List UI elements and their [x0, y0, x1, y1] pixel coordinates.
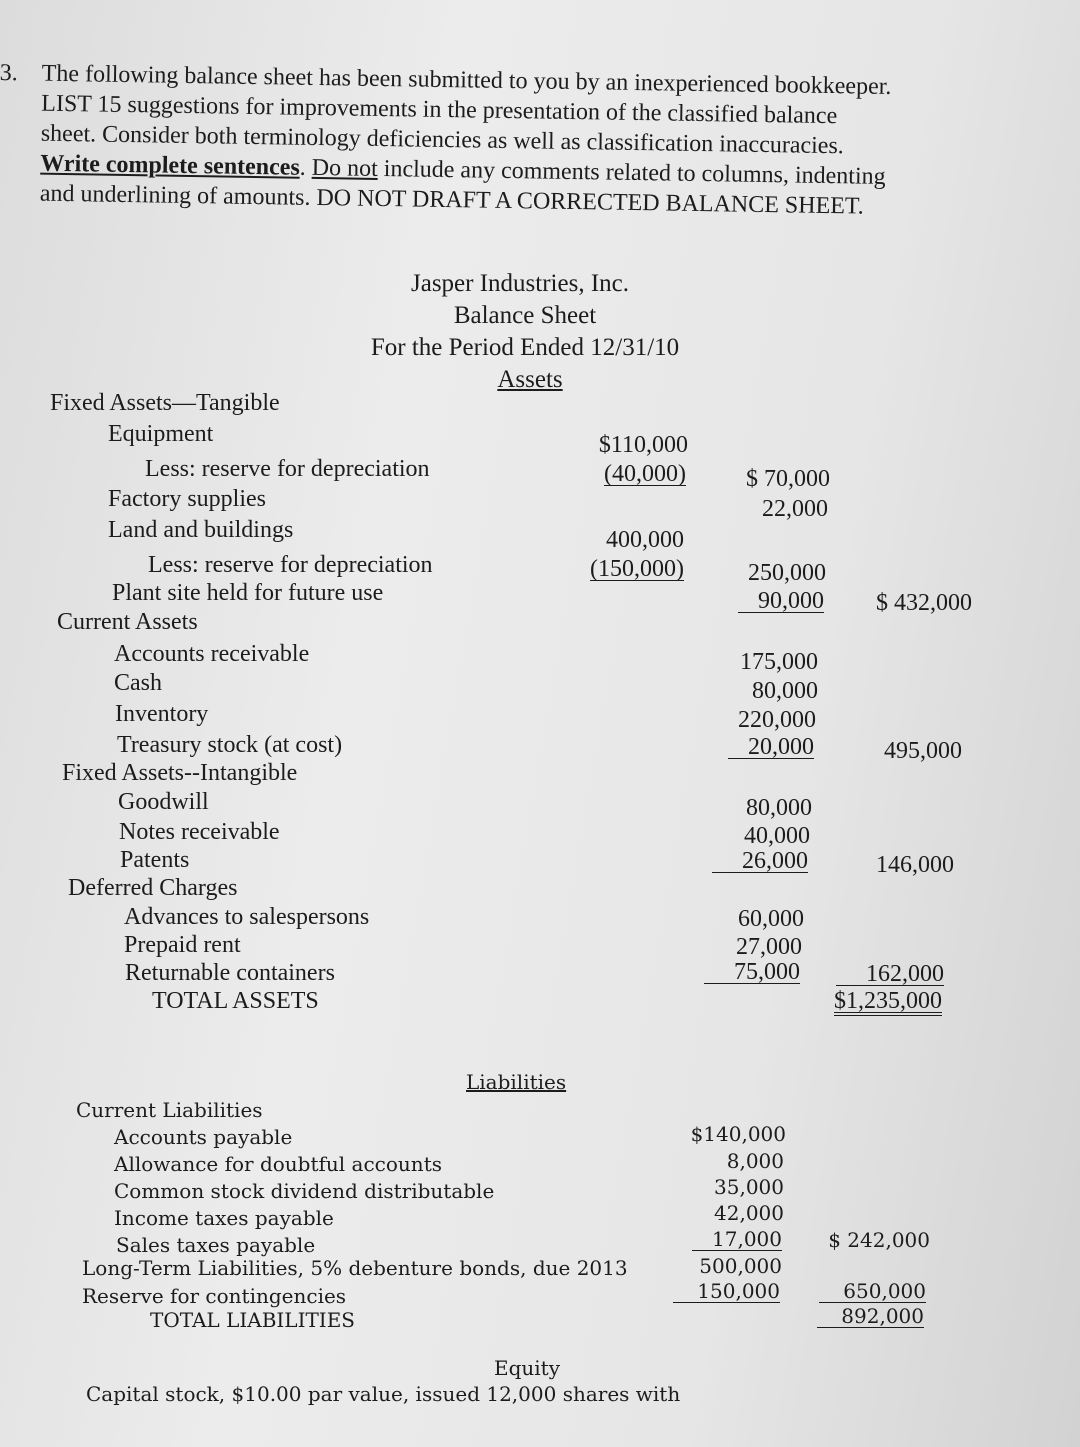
total-assets-label: TOTAL ASSETS	[152, 988, 319, 1014]
question-line-1: The following balance sheet has been submitted to you by an inexperienced bookkeeper.	[41, 60, 892, 101]
cash-label: Cash	[114, 670, 162, 696]
factory-supplies-amount: 22,000	[762, 496, 828, 522]
fixed-tangible-total: $ 432,000	[876, 590, 972, 616]
reserve-2-amount: (150,000)	[590, 556, 684, 582]
fixed-intangible-label: Fixed Assets--Intangible	[62, 760, 298, 786]
treasury-stock-amount: 20,000	[728, 736, 814, 759]
fixed-tangible-label: Fixed Assets—Tangible	[50, 390, 280, 416]
advances-label: Advances to salespersons	[124, 904, 370, 930]
reserve-contingencies-amount: 150,000	[673, 1280, 780, 1303]
liabilities-heading: Liabilities	[466, 1070, 567, 1094]
question-number: 3.	[0, 59, 18, 87]
question-line-4: Write complete sentences. Do not include any comments related to columns, indenting	[40, 150, 886, 190]
equipment-net-amount: $ 70,000	[746, 466, 830, 492]
plant-site-label: Plant site held for future use	[112, 580, 384, 606]
question-line-3: sheet. Consider both terminology deficiencies as well as classification inaccuracies.	[40, 120, 844, 160]
current-liabilities-total: $ 242,000	[828, 1228, 930, 1252]
accounts-payable-label: Accounts payable	[114, 1125, 293, 1149]
equity-heading: Equity	[494, 1356, 561, 1380]
long-term-liabilities-total: 650,000	[819, 1280, 926, 1303]
total-assets-amount: $1,235,000	[834, 988, 942, 1014]
assets-heading: Assets	[497, 366, 563, 393]
accounts-receivable-amount: 175,000	[740, 649, 818, 675]
question-block	[0, 58, 1010, 224]
equipment-amount: $110,000	[598, 432, 688, 458]
statement-period: For the Period Ended 12/31/10	[370, 334, 680, 361]
current-assets-total: 495,000	[884, 738, 962, 764]
reserve-1-amount: (40,000)	[604, 461, 686, 487]
notes-receivable-label: Notes receivable	[119, 819, 280, 845]
patents-amount: 26,000	[712, 850, 808, 873]
inventory-label: Inventory	[115, 701, 209, 727]
treasury-stock-label: Treasury stock (at cost)	[117, 732, 343, 758]
long-term-liabilities-amount: 500,000	[699, 1254, 782, 1278]
accounts-payable-amount: $140,000	[690, 1122, 786, 1146]
dividend-distributable-label: Common stock dividend distributable	[114, 1179, 495, 1203]
deferred-charges-label: Deferred Charges	[68, 875, 238, 901]
allowance-doubtful-amount: 8,000	[726, 1149, 784, 1173]
sales-taxes-amount: 17,000	[692, 1228, 782, 1251]
reserve-contingencies-label: Reserve for contingencies	[82, 1284, 347, 1308]
plant-site-amount: 90,000	[738, 590, 824, 613]
statement-title: Balance Sheet	[453, 302, 597, 329]
total-liabilities-amount: 892,000	[817, 1305, 924, 1328]
write-complete-sentences: Write complete sentences	[40, 150, 300, 181]
patents-label: Patents	[120, 847, 190, 873]
long-term-liabilities-label: Long-Term Liabilities, 5% debenture bonds, due 2013	[82, 1256, 628, 1280]
dividend-distributable-amount: 35,000	[714, 1175, 784, 1199]
income-taxes-amount: 42,000	[714, 1201, 784, 1225]
question-line-4-rest: include any comments related to columns, indenting	[377, 155, 886, 190]
question-line-5: and underlining of amounts. DO NOT DRAFT A CORRECTED BALANCE SHEET.	[39, 180, 864, 220]
capital-stock-line: Capital stock, $10.00 par value, issued 12,000 shares with	[86, 1382, 681, 1406]
question-line-2: LIST 15 suggestions for improvements in the presentation of the classified balance	[41, 90, 838, 130]
notes-receivable-amount: 40,000	[744, 823, 810, 849]
land-buildings-amount: 400,000	[606, 527, 684, 553]
income-taxes-label: Income taxes payable	[114, 1206, 334, 1230]
do-not-text: Do not	[311, 154, 378, 182]
total-liabilities-label: TOTAL LIABILITIES	[150, 1308, 356, 1332]
factory-supplies-label: Factory supplies	[108, 486, 266, 512]
returnable-containers-label: Returnable containers	[125, 960, 335, 986]
deferred-charges-total: 162,000	[836, 963, 944, 986]
advances-amount: 60,000	[738, 906, 804, 932]
accounts-receivable-label: Accounts receivable	[114, 641, 310, 667]
land-buildings-label: Land and buildings	[108, 517, 294, 543]
inventory-amount: 220,000	[738, 707, 816, 733]
company-name: Jasper Industries, Inc.	[411, 270, 629, 297]
current-liabilities-label: Current Liabilities	[76, 1098, 263, 1122]
allowance-doubtful-label: Allowance for doubtful accounts	[114, 1152, 442, 1176]
equipment-label: Equipment	[108, 421, 214, 447]
current-assets-label: Current Assets	[57, 609, 198, 635]
fixed-intangible-total: 146,000	[876, 852, 954, 878]
returnable-containers-amount: 75,000	[704, 961, 800, 984]
less-reserve-2-label: Less: reserve for depreciation	[148, 552, 433, 578]
goodwill-amount: 80,000	[746, 795, 812, 821]
prepaid-rent-amount: 27,000	[736, 934, 802, 960]
cash-amount: 80,000	[752, 678, 818, 704]
less-reserve-1-label: Less: reserve for depreciation	[145, 456, 430, 482]
goodwill-label: Goodwill	[118, 789, 209, 815]
sales-taxes-label: Sales taxes payable	[116, 1233, 316, 1257]
land-net-amount: 250,000	[748, 560, 826, 586]
prepaid-rent-label: Prepaid rent	[124, 932, 241, 958]
